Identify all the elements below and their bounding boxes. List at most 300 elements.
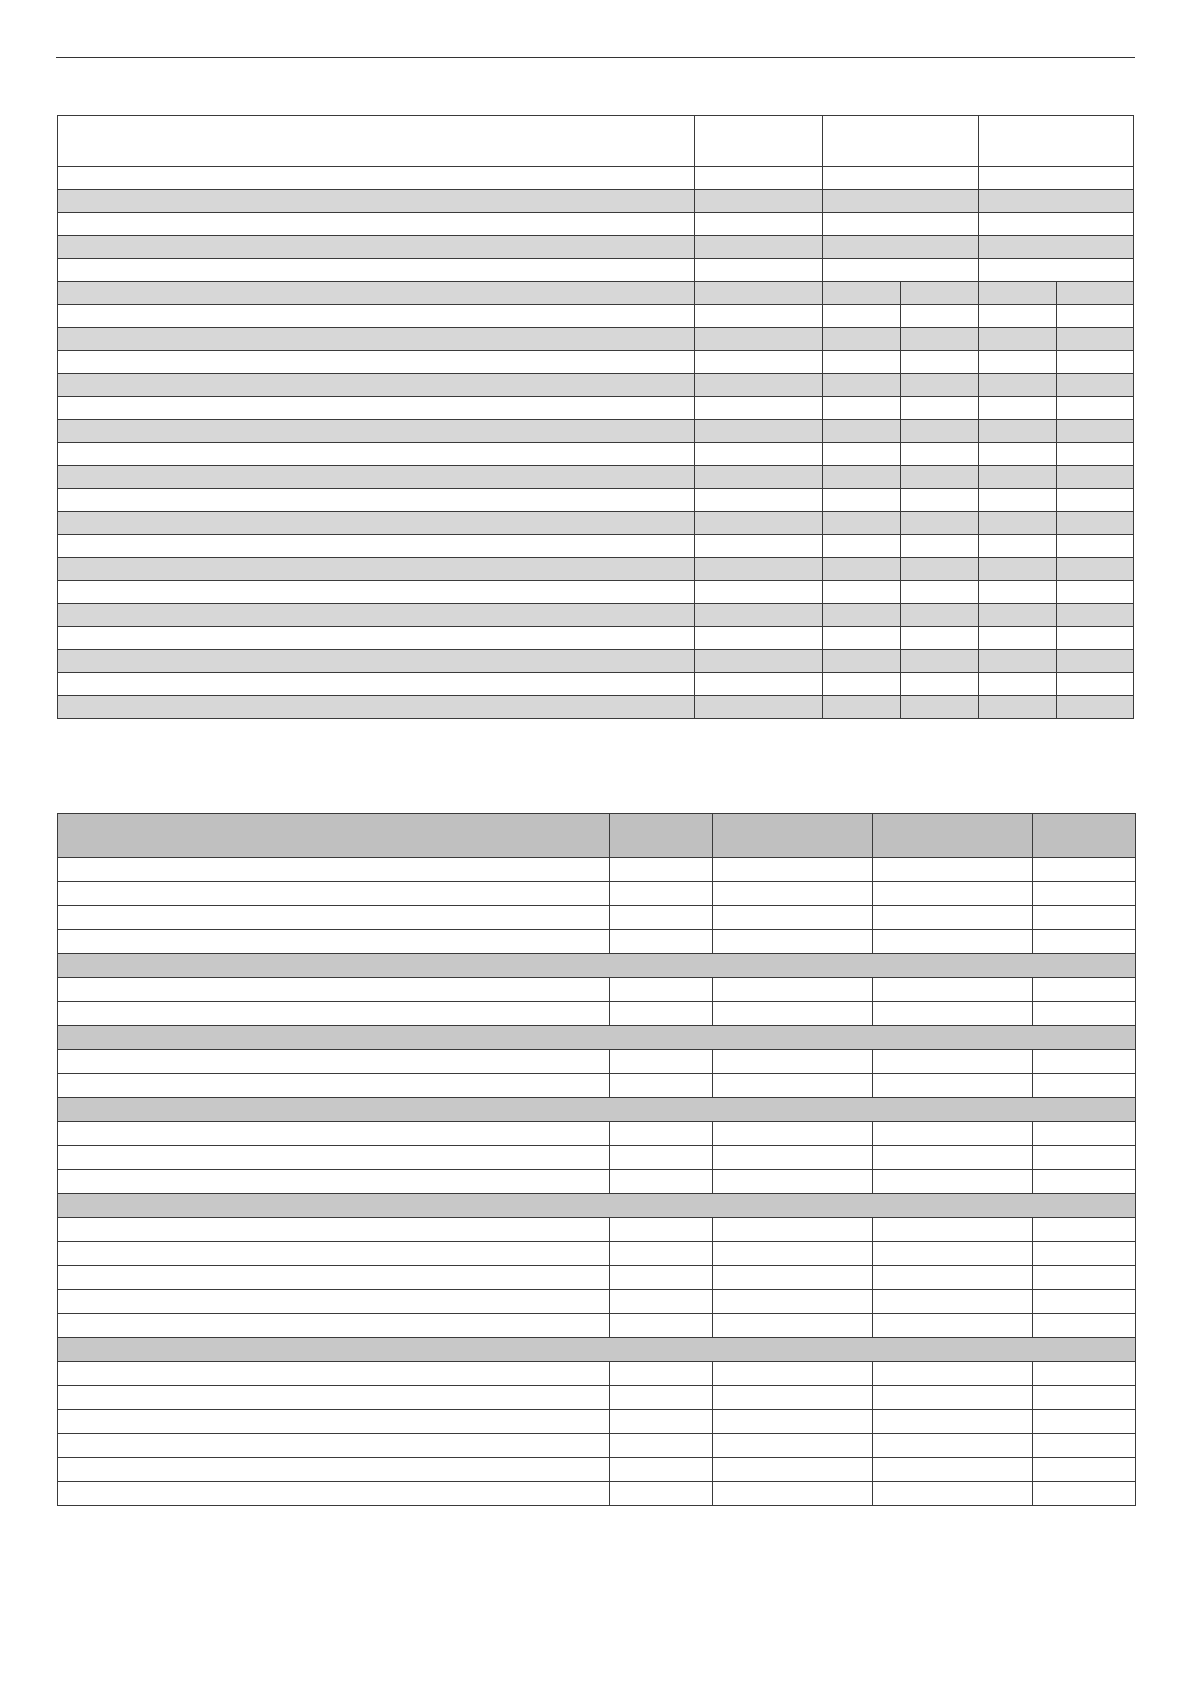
table-cell	[58, 328, 695, 351]
table-cell	[901, 535, 979, 558]
table-cell	[695, 167, 823, 190]
table-cell	[695, 627, 823, 650]
table-cell	[873, 1434, 1033, 1458]
section-label	[58, 1098, 1136, 1122]
table-cell	[695, 673, 823, 696]
table-cell	[58, 858, 610, 882]
table-cell	[695, 558, 823, 581]
table-cell	[873, 858, 1033, 882]
table-row	[58, 558, 1134, 581]
table-row	[58, 906, 1136, 930]
table-cell	[1033, 978, 1136, 1002]
table-cell	[1057, 696, 1134, 719]
table-cell	[1033, 906, 1136, 930]
table-cell	[1033, 1410, 1136, 1434]
table-row	[58, 512, 1134, 535]
table-cell	[979, 443, 1057, 466]
table-cell	[713, 1170, 873, 1194]
table-cell	[873, 1410, 1033, 1434]
table-cell	[1057, 397, 1134, 420]
table-cell	[1033, 1314, 1136, 1338]
table-cell	[695, 328, 823, 351]
table-1	[57, 115, 1134, 719]
section-row	[58, 954, 1136, 978]
table-cell	[1033, 1050, 1136, 1074]
table-row	[58, 1242, 1136, 1266]
table-cell	[873, 1290, 1033, 1314]
table-2-header-cell	[1033, 814, 1136, 858]
table-cell	[58, 558, 695, 581]
table-row	[58, 305, 1134, 328]
table-cell	[58, 466, 695, 489]
table-cell	[1033, 1386, 1136, 1410]
table-cell	[610, 1146, 713, 1170]
table-cell	[58, 374, 695, 397]
table-cell	[58, 489, 695, 512]
table-cell	[610, 1458, 713, 1482]
table-cell	[58, 1434, 610, 1458]
table-cell	[1033, 1362, 1136, 1386]
table-cell	[610, 858, 713, 882]
table-cell	[873, 1242, 1033, 1266]
table-row	[58, 190, 1134, 213]
table-cell	[610, 1434, 713, 1458]
table-cell	[610, 1410, 713, 1434]
table-cell	[873, 1386, 1033, 1410]
table-cell	[979, 305, 1057, 328]
table-cell	[58, 351, 695, 374]
table-cell	[823, 581, 901, 604]
table-cell	[979, 213, 1134, 236]
table-2-header-cell	[873, 814, 1033, 858]
table-row	[58, 1314, 1136, 1338]
table-cell	[58, 673, 695, 696]
table-cell	[979, 535, 1057, 558]
table-row	[58, 1122, 1136, 1146]
table-cell	[901, 466, 979, 489]
table-cell	[58, 397, 695, 420]
table-cell	[58, 978, 610, 1002]
table-cell	[1057, 558, 1134, 581]
table-row	[58, 397, 1134, 420]
table-cell	[873, 1482, 1033, 1506]
table-cell	[823, 351, 901, 374]
table-cell	[58, 627, 695, 650]
table-1-header-cell	[695, 116, 823, 167]
table-cell	[713, 1218, 873, 1242]
table-row	[58, 604, 1134, 627]
table-cell	[695, 535, 823, 558]
table-cell	[58, 1002, 610, 1026]
section-row	[58, 1026, 1136, 1050]
table-cell	[713, 1002, 873, 1026]
table-row	[58, 882, 1136, 906]
table-cell	[823, 558, 901, 581]
table-row	[58, 978, 1136, 1002]
table-cell	[901, 420, 979, 443]
table-cell	[823, 259, 979, 282]
table-row	[58, 1434, 1136, 1458]
table-cell	[873, 1266, 1033, 1290]
table-cell	[610, 1050, 713, 1074]
table-cell	[901, 443, 979, 466]
table-cell	[901, 650, 979, 673]
table-cell	[979, 259, 1134, 282]
table-row	[58, 351, 1134, 374]
table-cell	[1057, 650, 1134, 673]
table-row	[58, 1002, 1136, 1026]
table-cell	[979, 673, 1057, 696]
table-cell	[58, 1314, 610, 1338]
table-2-header-row	[58, 814, 1136, 858]
table-cell	[1057, 466, 1134, 489]
table-cell	[823, 397, 901, 420]
table-cell	[58, 443, 695, 466]
table-cell	[823, 328, 901, 351]
table-cell	[610, 978, 713, 1002]
table-cell	[873, 1458, 1033, 1482]
table-1-header-cell	[58, 116, 695, 167]
table-cell	[610, 1002, 713, 1026]
table-cell	[58, 512, 695, 535]
table-cell	[901, 351, 979, 374]
table-cell	[823, 190, 979, 213]
table-cell	[823, 627, 901, 650]
table-cell	[695, 282, 823, 305]
table-row	[58, 167, 1134, 190]
section-row	[58, 1098, 1136, 1122]
table-row	[58, 1482, 1136, 1506]
table-row	[58, 328, 1134, 351]
table-cell	[695, 604, 823, 627]
table-cell	[713, 1410, 873, 1434]
table-cell	[873, 1122, 1033, 1146]
table-cell	[695, 489, 823, 512]
table-cell	[713, 1482, 873, 1506]
table-cell	[713, 906, 873, 930]
table-cell	[1057, 535, 1134, 558]
table-cell	[695, 190, 823, 213]
table-cell	[979, 236, 1134, 259]
table-cell	[823, 535, 901, 558]
table-cell	[873, 1362, 1033, 1386]
table-row	[58, 1050, 1136, 1074]
table-cell	[873, 1050, 1033, 1074]
table-row	[58, 213, 1134, 236]
table-cell	[1033, 930, 1136, 954]
table-cell	[1033, 1074, 1136, 1098]
table-cell	[695, 420, 823, 443]
table-cell	[58, 1074, 610, 1098]
table-cell	[58, 604, 695, 627]
table-cell	[823, 420, 901, 443]
table-row	[58, 696, 1134, 719]
table-cell	[1033, 1218, 1136, 1242]
table-cell	[695, 374, 823, 397]
table-cell	[58, 1266, 610, 1290]
table-cell	[713, 930, 873, 954]
table-cell	[823, 489, 901, 512]
table-cell	[610, 930, 713, 954]
table-cell	[1033, 882, 1136, 906]
table-row	[58, 1362, 1136, 1386]
table-cell	[58, 930, 610, 954]
table-cell	[823, 305, 901, 328]
table-row	[58, 535, 1134, 558]
table-cell	[873, 882, 1033, 906]
table-cell	[713, 1386, 873, 1410]
section-label	[58, 954, 1136, 978]
table-cell	[58, 1386, 610, 1410]
table-cell	[979, 466, 1057, 489]
table-cell	[823, 512, 901, 535]
table-cell	[979, 397, 1057, 420]
table-cell	[1033, 1266, 1136, 1290]
table-cell	[901, 627, 979, 650]
table-cell	[979, 351, 1057, 374]
table-2	[57, 813, 1136, 1506]
table-cell	[979, 489, 1057, 512]
table-cell	[901, 604, 979, 627]
table-cell	[901, 282, 979, 305]
table-cell	[823, 650, 901, 673]
table-cell	[1033, 858, 1136, 882]
table-cell	[979, 328, 1057, 351]
table-cell	[901, 397, 979, 420]
table-row	[58, 858, 1136, 882]
table-row	[58, 1266, 1136, 1290]
table-cell	[58, 1170, 610, 1194]
table-row	[58, 650, 1134, 673]
table-cell	[58, 282, 695, 305]
table-cell	[713, 882, 873, 906]
section-row	[58, 1338, 1136, 1362]
table-cell	[979, 604, 1057, 627]
table-cell	[713, 1290, 873, 1314]
table-cell	[610, 906, 713, 930]
table-cell	[713, 1434, 873, 1458]
table-cell	[901, 558, 979, 581]
table-cell	[58, 1362, 610, 1386]
table-cell	[58, 420, 695, 443]
table-cell	[1057, 351, 1134, 374]
table-cell	[695, 581, 823, 604]
table-cell	[610, 1482, 713, 1506]
table-cell	[979, 627, 1057, 650]
table-cell	[1057, 374, 1134, 397]
table-row	[58, 282, 1134, 305]
table-cell	[873, 1146, 1033, 1170]
table-cell	[979, 420, 1057, 443]
table-row	[58, 466, 1134, 489]
table-row	[58, 1458, 1136, 1482]
table-cell	[823, 466, 901, 489]
table-cell	[695, 259, 823, 282]
table-cell	[1033, 1122, 1136, 1146]
table-cell	[713, 1362, 873, 1386]
table-cell	[901, 673, 979, 696]
table-cell	[695, 213, 823, 236]
table-cell	[713, 858, 873, 882]
table-cell	[1033, 1242, 1136, 1266]
table-cell	[58, 1482, 610, 1506]
table-cell	[713, 978, 873, 1002]
table-cell	[58, 236, 695, 259]
section-label	[58, 1194, 1136, 1218]
table-row	[58, 930, 1136, 954]
table-row	[58, 420, 1134, 443]
table-cell	[58, 167, 695, 190]
table-cell	[873, 978, 1033, 1002]
table-row	[58, 443, 1134, 466]
table-cell	[713, 1266, 873, 1290]
table-row	[58, 374, 1134, 397]
section-row	[58, 1194, 1136, 1218]
table-cell	[610, 1386, 713, 1410]
table-cell	[610, 1218, 713, 1242]
section-label	[58, 1026, 1136, 1050]
table-cell	[979, 190, 1134, 213]
table-cell	[713, 1050, 873, 1074]
table-2-header-cell	[58, 814, 610, 858]
table-cell	[823, 167, 979, 190]
table-cell	[1057, 512, 1134, 535]
table-cell	[1033, 1290, 1136, 1314]
table-cell	[873, 1218, 1033, 1242]
table-cell	[58, 1290, 610, 1314]
table-cell	[58, 1050, 610, 1074]
table-row	[58, 1218, 1136, 1242]
table-cell	[610, 1122, 713, 1146]
table-cell	[610, 1290, 713, 1314]
table-row	[58, 259, 1134, 282]
table-row	[58, 236, 1134, 259]
table-cell	[58, 1146, 610, 1170]
table-cell	[610, 1362, 713, 1386]
table-cell	[695, 397, 823, 420]
table-cell	[1057, 489, 1134, 512]
table-cell	[713, 1458, 873, 1482]
table-cell	[695, 443, 823, 466]
table-cell	[1057, 604, 1134, 627]
table-cell	[823, 236, 979, 259]
table-cell	[1057, 282, 1134, 305]
table-cell	[979, 696, 1057, 719]
table-cell	[695, 351, 823, 374]
table-cell	[823, 213, 979, 236]
table-cell	[58, 190, 695, 213]
table-cell	[1057, 627, 1134, 650]
table-cell	[901, 328, 979, 351]
table-cell	[823, 696, 901, 719]
table-cell	[979, 581, 1057, 604]
table-cell	[610, 882, 713, 906]
table-2-header-cell	[610, 814, 713, 858]
table-cell	[610, 1074, 713, 1098]
table-cell	[610, 1242, 713, 1266]
table-cell	[58, 1122, 610, 1146]
table-cell	[58, 1218, 610, 1242]
table-cell	[979, 167, 1134, 190]
table-cell	[823, 282, 901, 305]
table-1-header-cell	[823, 116, 979, 167]
table-cell	[979, 650, 1057, 673]
table-cell	[1057, 673, 1134, 696]
table-row	[58, 627, 1134, 650]
table-cell	[901, 581, 979, 604]
table-cell	[58, 581, 695, 604]
table-cell	[695, 650, 823, 673]
table-cell	[901, 512, 979, 535]
table-cell	[873, 1314, 1033, 1338]
table-cell	[1057, 420, 1134, 443]
table-cell	[979, 512, 1057, 535]
table-cell	[58, 1242, 610, 1266]
table-cell	[58, 1458, 610, 1482]
table-cell	[713, 1242, 873, 1266]
table-cell	[1033, 1146, 1136, 1170]
table-cell	[610, 1314, 713, 1338]
table-cell	[1033, 1434, 1136, 1458]
table-cell	[979, 282, 1057, 305]
table-cell	[1057, 443, 1134, 466]
table-cell	[695, 512, 823, 535]
table-cell	[1033, 1482, 1136, 1506]
table-cell	[713, 1122, 873, 1146]
table-cell	[901, 489, 979, 512]
table-cell	[610, 1266, 713, 1290]
table-cell	[58, 906, 610, 930]
table-cell	[823, 374, 901, 397]
table-cell	[873, 1074, 1033, 1098]
table-cell	[873, 906, 1033, 930]
table-cell	[610, 1170, 713, 1194]
table-cell	[901, 305, 979, 328]
table-cell	[1033, 1458, 1136, 1482]
table-row	[58, 581, 1134, 604]
table-cell	[58, 882, 610, 906]
table-cell	[713, 1074, 873, 1098]
table-cell	[58, 696, 695, 719]
table-cell	[823, 604, 901, 627]
table-cell	[979, 374, 1057, 397]
table-cell	[58, 259, 695, 282]
table-cell	[1033, 1002, 1136, 1026]
section-label	[58, 1338, 1136, 1362]
table-cell	[1057, 581, 1134, 604]
table-cell	[58, 535, 695, 558]
table-cell	[58, 305, 695, 328]
table-cell	[1033, 1170, 1136, 1194]
table-2-header-cell	[713, 814, 873, 858]
table-row	[58, 673, 1134, 696]
header-rule	[56, 57, 1135, 58]
table-cell	[1057, 305, 1134, 328]
table-row	[58, 489, 1134, 512]
table-cell	[901, 374, 979, 397]
table-cell	[873, 1002, 1033, 1026]
table-row	[58, 1386, 1136, 1410]
table-cell	[695, 236, 823, 259]
table-cell	[873, 930, 1033, 954]
table-1-header-row	[58, 116, 1134, 167]
table-cell	[58, 650, 695, 673]
table-cell	[979, 558, 1057, 581]
table-cell	[58, 1410, 610, 1434]
table-cell	[873, 1170, 1033, 1194]
table-cell	[823, 673, 901, 696]
table-cell	[58, 213, 695, 236]
